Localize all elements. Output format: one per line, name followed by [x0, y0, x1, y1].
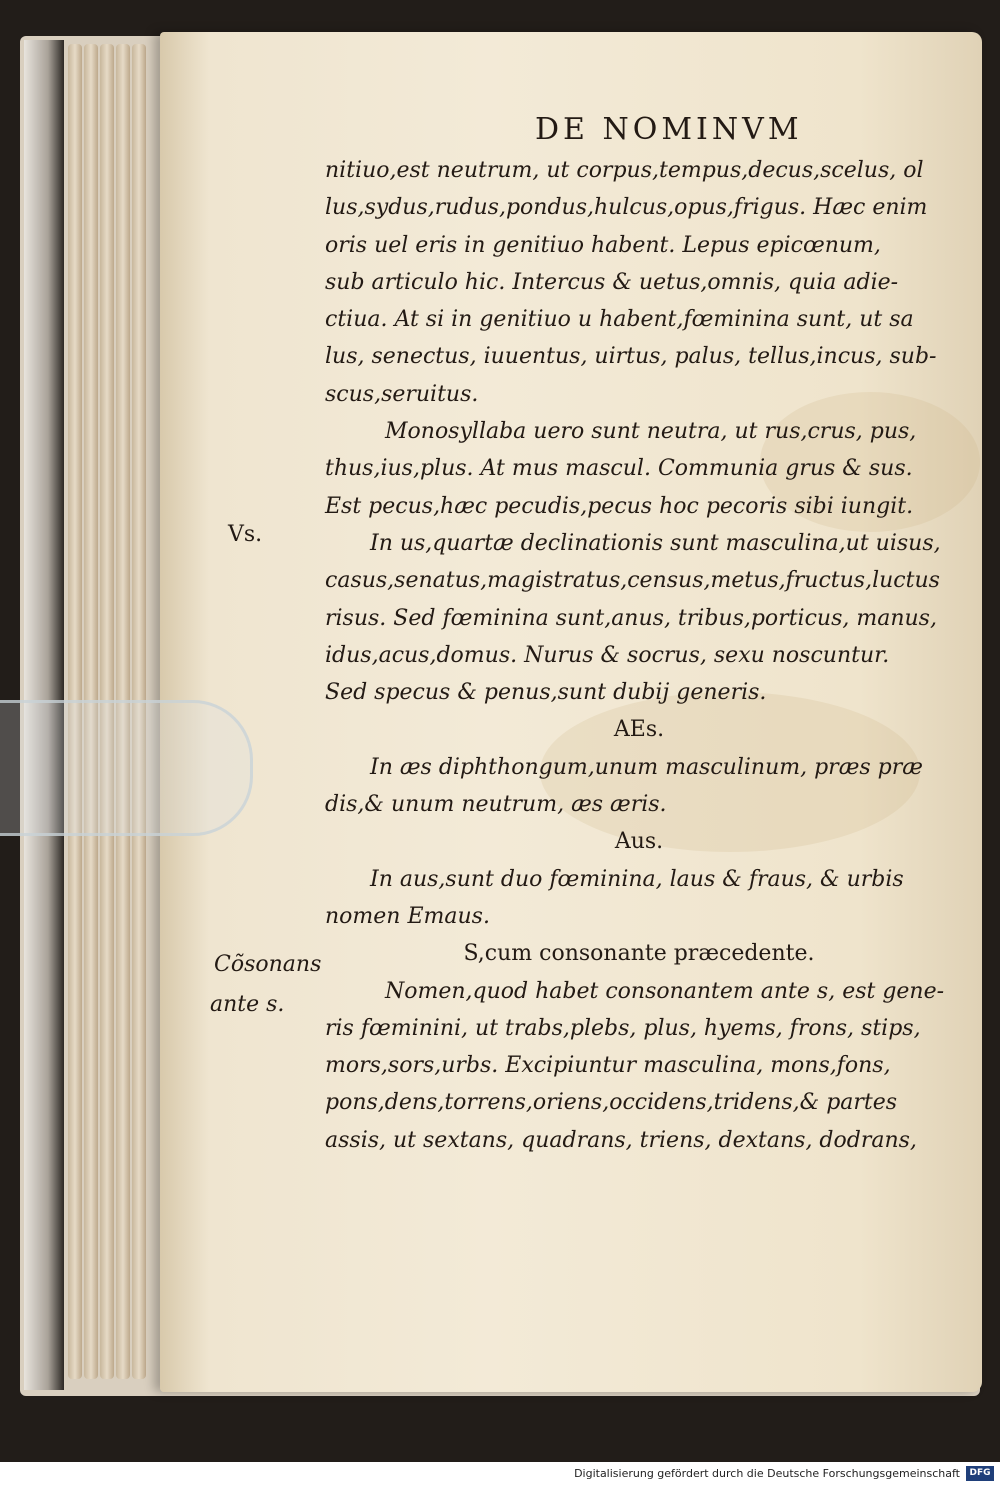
text-line: Est pecus,hæc pecudis,pecus hoc pecoris sibi iungit.	[325, 493, 914, 519]
section-heading-aes: AEs.	[613, 717, 665, 743]
text-line: ctiua. At si in genitiuo u habent,fœminina sunt, ut sa	[325, 307, 914, 333]
dfg-logo: DFG	[966, 1466, 994, 1481]
margin-note-consonans: Cõsonans	[214, 952, 322, 977]
section-heading-aus: Aus.	[614, 829, 664, 855]
text-line: Monosyllaba uero sunt neutra, ut rus,crus, pus,	[385, 419, 917, 445]
text-line: thus,ius,plus. At mus mascul. Communia grus & sus.	[325, 456, 913, 482]
margin-note-vs: Vs.	[228, 522, 263, 547]
text-line: scus,seruitus.	[325, 381, 479, 407]
text-line: assis, ut sextans, quadrans, triens, dextans, dodrans,	[325, 1127, 917, 1153]
text-line: casus,senatus,magistratus,census,metus,fructus,luctus	[325, 568, 940, 594]
text-line: lus, senectus, iuuentus, uirtus, palus, tellus,incus, sub-	[325, 344, 937, 370]
text-line: In us,quartæ declinationis sunt masculina,ut uisus,	[370, 530, 941, 556]
page-holder-clip	[0, 700, 253, 836]
text-line: sub articulo hic. Intercus & uetus,omnis, quia adie-	[325, 269, 899, 295]
text-line: ris fœminini, ut trabs,plebs, plus, hyems, frons, stips,	[325, 1015, 921, 1041]
text-line: mors,sors,urbs. Excipiuntur masculina, mons,fons,	[325, 1053, 891, 1079]
text-line: In aus,sunt duo fœminina, laus & fraus, & urbis	[370, 866, 904, 892]
text-line: idus,acus,domus. Nurus & socrus, sexu noscuntur.	[325, 642, 890, 668]
body-text	[325, 152, 953, 1159]
section-heading-s-consonant: S,cum consonante præcedente.	[463, 941, 815, 967]
text-line: dis,& unum neutrum, æs æris.	[325, 792, 667, 818]
text-line: lus,sydus,rudus,pondus,hulcus,opus,frigus. Hæc enim	[325, 195, 928, 221]
digitization-footer: Digitalisierung gefördert durch die Deutsche Forschungsgemeinschaft	[0, 1462, 1000, 1485]
running-header: DE NOMINVM	[535, 112, 803, 147]
text-line: nomen Emaus.	[325, 903, 490, 929]
text-line: Nomen,quod habet consonantem ante s, est gene-	[385, 978, 945, 1004]
text-line: nitiuo,est neutrum, ut corpus,tempus,decus,scelus, ol	[325, 158, 924, 183]
text-line: pons,dens,torrens,oriens,occidens,tridens,& partes	[325, 1090, 898, 1116]
text-line: In æs diphthongum,unum masculinum, præs præ	[370, 754, 923, 780]
margin-note-ante-s: ante s.	[210, 992, 285, 1017]
text-line: oris uel eris in genitiuo habent. Lepus epicœnum,	[325, 232, 881, 258]
text-line: Sed specus & penus,sunt dubij generis.	[325, 680, 767, 706]
text-line: risus. Sed fœminina sunt,anus, tribus,porticus, manus,	[325, 605, 937, 631]
